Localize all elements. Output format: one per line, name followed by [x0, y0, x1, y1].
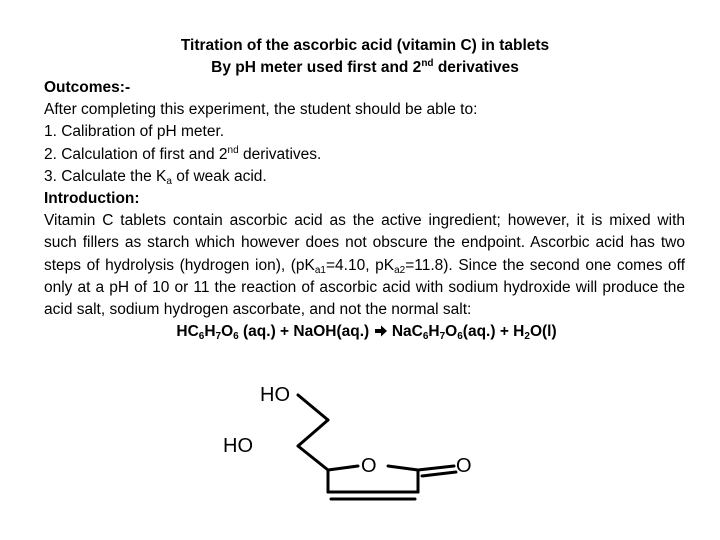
outcome-item-2: 2. Calculation of first and 2nd derivatives.	[44, 144, 322, 163]
document-body	[44, 77, 685, 345]
introduction-heading: Introduction:	[44, 190, 140, 208]
outcomes-intro: After completing this experiment, the student should be able to:	[44, 101, 478, 119]
structure-label-carbonyl-oxygen: O	[456, 455, 472, 477]
introduction-paragraph: Vitamin C tablets contain ascorbic acid as the active ingredient; however, it is mixed with such fillers as starch which however does not obscure the endpoint. Ascorbic acid has two steps of hydrolysis (hydrogen ion), ($pK_{a1}=4.10$, $pK_{a2}=11.8$). Since the second one comes off only at a pH of 10 or 11 the reaction of ascorbic acid with sodium hydroxide will produce the acid salt, sodium hydrogen ascorbate, and not the normal salt:	[44, 212, 686, 319]
reaction-equation: $HC_6H_7O_6$ (aq.) + NaOH(aq.) $NaC_6H_7O_6(aq.) + H_2O(l)$	[44, 321, 685, 345]
ascorbic-acid-structure	[198, 380, 498, 515]
title-line-2: By pH meter used first and 2nd derivatives	[211, 58, 519, 76]
outcome-item-1: 1. Calibration of pH meter.	[44, 123, 225, 141]
structure-label-ho-top: HO	[260, 384, 290, 406]
reaction-arrow-icon	[374, 323, 388, 345]
outcome-item-3: 3. Calculate the $K_a$ of weak acid.	[44, 167, 267, 187]
structure-label-ho-middle: HO	[223, 435, 253, 457]
title-line-1: Titration of the ascorbic acid (vitamin C) in tablets	[180, 37, 550, 54]
structure-drawing	[198, 380, 498, 515]
outcomes-heading: Outcomes:-	[44, 79, 131, 96]
structure-label-ring-oxygen: O	[361, 455, 377, 477]
document-title	[0, 35, 720, 79]
